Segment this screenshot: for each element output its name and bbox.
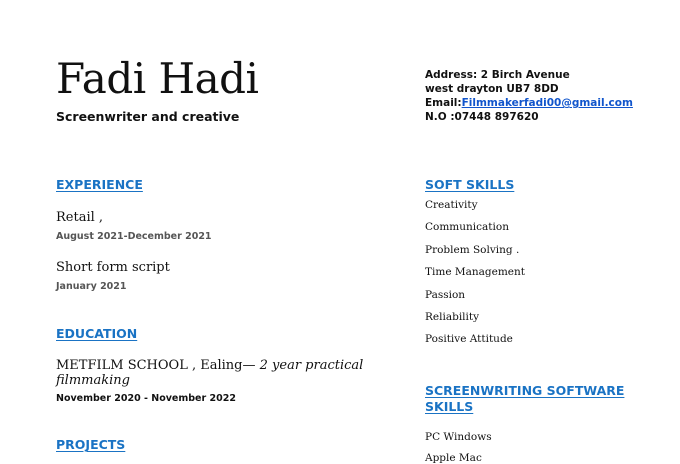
software-skills-heading-cont: SKILLS (425, 399, 474, 414)
phone-number: N.O :07448 897620 (425, 111, 539, 123)
address-line-1: Address: 2 Birch Avenue (425, 69, 570, 81)
email-label: Email: (425, 97, 462, 109)
software-skills-heading: SCREENWRITING SOFTWARE (425, 383, 625, 398)
tagline: Screenwriter and creative (56, 109, 240, 124)
software-skill-item: Apple Mac (425, 452, 482, 464)
soft-skill-item: Communication (425, 221, 509, 233)
education-school-name: METFILM SCHOOL , Ealing— (56, 358, 256, 373)
experience-item-date: January 2021 (56, 281, 127, 292)
soft-skill-item: Passion (425, 289, 466, 301)
experience-heading: EXPERIENCE (56, 177, 143, 192)
address-line-2: west drayton UB7 8DD (425, 83, 559, 95)
soft-skill-item: Reliability (425, 311, 480, 323)
education-course-line-2: filmmaking (56, 373, 130, 388)
soft-skill-item: Creativity (425, 199, 478, 211)
soft-skill-item: Positive Attitude (425, 333, 513, 345)
education-course: 2 year practical (259, 358, 364, 373)
education-school (56, 358, 363, 374)
education-date: November 2020 - November 2022 (56, 393, 236, 404)
experience-item-title: Retail , (56, 210, 104, 225)
soft-skill-item: Problem Solving . (425, 244, 520, 256)
email-line (425, 96, 633, 110)
experience-item-date: August 2021-December 2021 (56, 231, 212, 242)
candidate-name: Fadi Hadi (56, 54, 259, 103)
email-link[interactable]: Filmmakerfadi00@gmail.com (461, 97, 633, 109)
soft-skills-heading: SOFT SKILLS (425, 177, 515, 192)
soft-skill-item: Time Management (425, 266, 525, 278)
software-skill-item: PC Windows (425, 431, 492, 443)
experience-item-title: Short form script (56, 260, 170, 275)
education-heading: EDUCATION (56, 326, 138, 341)
education-course-cont (56, 373, 130, 389)
projects-heading: PROJECTS (56, 437, 126, 452)
